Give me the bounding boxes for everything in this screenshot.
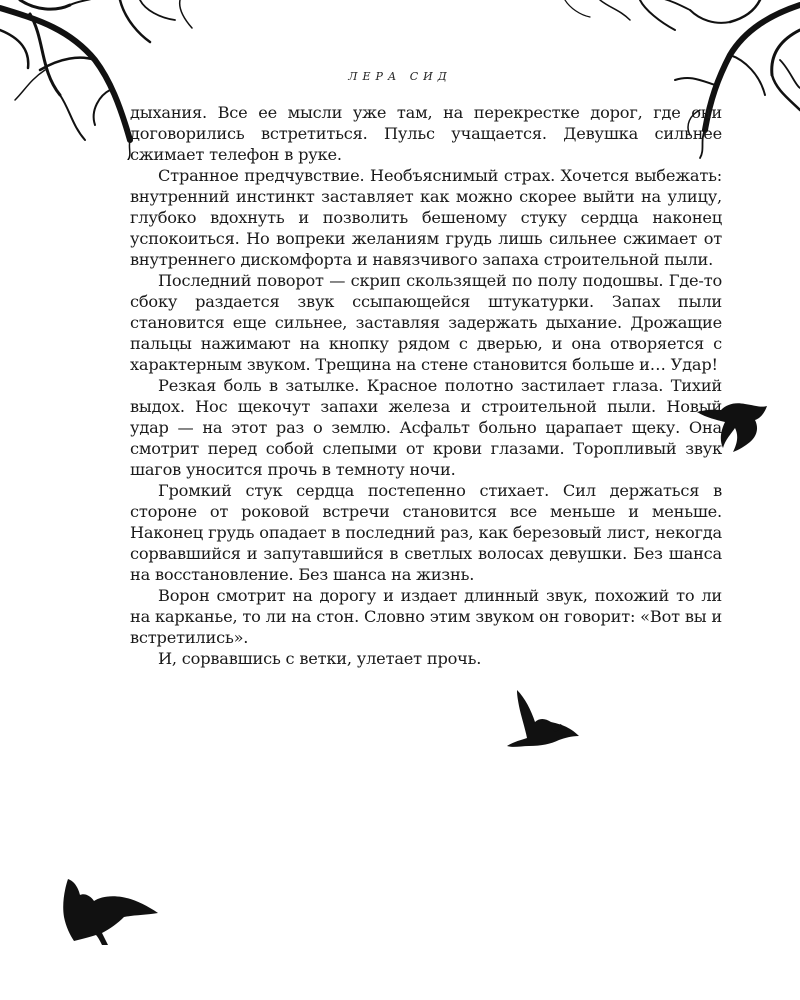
paragraph: Ворон смотрит на дорогу и издает длинный звук, похожий то ли на карканье, то ли на стон. Словно этим звуком он говорит: «Вот вы и встретились». [130,586,722,647]
crow-flying-icon [505,688,583,750]
paragraph: Громкий стук сердца постепенно стихает. Сил держаться в стороне от роковой встречи становится все меньше и меньше. Наконец грудь опадает в последний раз, как березовый лист, некогда сорвавшийся и запутавшийся в светлых волосах девушки. Без шанса на восстановление. Без шанса на жизнь. [130,481,722,584]
paragraph: И, сорвавшись с ветки, улетает прочь. [158,649,482,668]
book-text [130,102,722,669]
paragraph: дыхания. Все ее мысли уже там, на перекрестке дорог, где они договорились встретиться. Пульс учащается. Девушка сильнее сжимает телефон в руке. [130,103,722,164]
running-head-author: ЛЕРА СИД [348,70,452,83]
crow-landing-icon [60,875,160,947]
paragraph: Последний поворот — скрип скользящей по полу подошвы. Где-то сбоку раздается звук ссыпающейся штукатурки. Запах пыли становится еще сильнее, заставляя задержать дыхание. Дрожащие пальцы нажимают на кнопку рядом с дверью, и она отворяется с характерным звуком. Трещина на стене становится больше и… Удар! [130,271,722,374]
crow-silhouette-icon [695,400,770,455]
paragraph: Странное предчувствие. Необъяснимый страх. Хочется выбежать: внутренний инстинкт заставляет как можно скорее выйти на улицу, глубоко вдохнуть и позволить бешеному стуку сердца наконец успокоиться. Но вопреки желаниям грудь лишь сильнее сжимает от внутреннего дискомфорта и навязчивого запаха строительной пыли. [130,166,722,269]
paragraph: Резкая боль в затылке. Красное полотно застилает глаза. Тихий выдох. Нос щекочут запахи железа и строительной пыли. Новый удар — на этот раз о землю. Асфальт больно царапает щеку. Она смотрит перед собой слепыми от крови глазами. Торопливый звук шагов уносится прочь в темноту ночи. [130,376,722,479]
